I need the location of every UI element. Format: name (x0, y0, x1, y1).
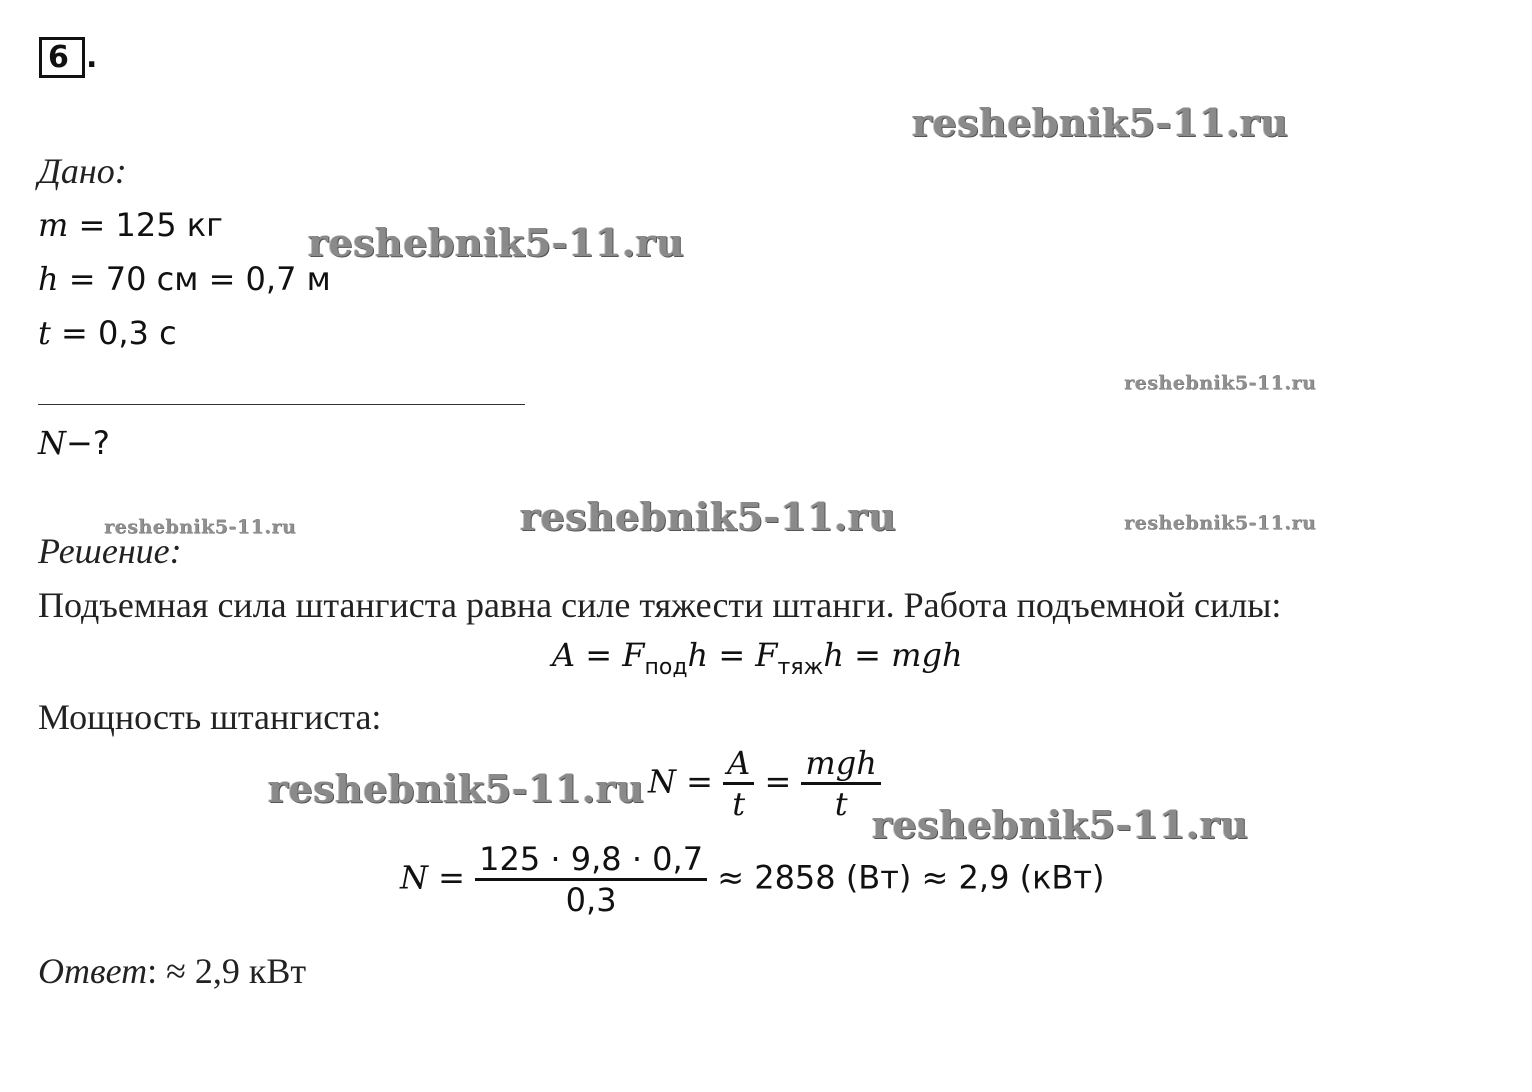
formula-eq: = (843, 636, 892, 674)
watermark: reshebnik5-11.ru (872, 802, 1249, 847)
find-var: N (38, 424, 66, 462)
find-line (38, 424, 110, 462)
answer-value: : ≈ 2,9 кВт (147, 951, 307, 991)
given-divider (38, 404, 525, 405)
given-var-h: h (38, 260, 59, 298)
calc-fraction (475, 840, 707, 919)
fraction-numerator: A (723, 744, 754, 785)
fraction-numerator: mgh (801, 744, 880, 785)
solution-heading: Решение: (38, 531, 182, 571)
find-question: −? (66, 424, 110, 462)
formula-var-A: A (552, 636, 576, 674)
given-val-h: = 70 см = 0,7 м (58, 260, 331, 298)
calc-result: ≈ 2858 (Вт) ≈ 2,9 (кВт) (707, 858, 1105, 897)
fraction-denominator: t (834, 785, 848, 823)
given-heading: Дано: (38, 151, 127, 191)
problem-number-box (39, 37, 85, 78)
formula-sub-pod: под (644, 655, 688, 680)
watermark: reshebnik5-11.ru (520, 494, 897, 539)
formula-eq: = (708, 636, 756, 674)
formula-var-F-pod: F (622, 636, 645, 674)
given-line-time (38, 314, 177, 352)
formula-calculation (400, 840, 1104, 919)
watermark: reshebnik5-11.ru (912, 100, 1289, 145)
fraction-A-over-t (723, 744, 754, 823)
calc-var-N: N (400, 858, 428, 897)
given-var-m: m (38, 206, 69, 244)
solution-text-lift-force: Подъемная сила штангиста равна силе тяжести штанги. Работа подъемной силы: (38, 585, 1282, 625)
formula-var-N: N (648, 762, 676, 801)
formula-var-h2: h (823, 636, 844, 674)
problem-number: 6 (48, 40, 69, 75)
given-val-t: = 0,3 с (50, 314, 177, 352)
formula-var-h1: h (687, 636, 709, 674)
given-line-height (38, 260, 331, 298)
watermark: reshebnik5-11.ru (1124, 512, 1317, 534)
given-line-mass (38, 206, 223, 244)
formula-eq: = (575, 636, 623, 674)
solution-text-power: Мощность штангиста: (38, 697, 382, 737)
formula-power (648, 744, 881, 823)
watermark: reshebnik5-11.ru (308, 220, 685, 265)
formula-mgh: mgh (891, 636, 963, 674)
answer-label: Ответ (38, 951, 148, 991)
watermark: reshebnik5-11.ru (104, 516, 297, 538)
formula-eq: = (754, 762, 802, 801)
fraction-denominator: t (732, 785, 746, 823)
given-var-t: t (38, 314, 51, 352)
problem-number-dot: . (86, 40, 98, 75)
formula-work (552, 636, 963, 680)
formula-eq: = (428, 858, 476, 897)
watermark: reshebnik5-11.ru (1124, 372, 1317, 394)
answer-line (38, 950, 306, 992)
formula-sub-tyazh: тяж (777, 655, 824, 680)
calc-denominator: 0,3 (565, 881, 617, 919)
formula-var-F-tyazh: F (755, 636, 778, 674)
watermark: reshebnik5-11.ru (268, 766, 645, 811)
fraction-mgh-over-t (801, 744, 880, 823)
formula-eq: = (676, 762, 724, 801)
calc-numerator: 125 · 9,8 · 0,7 (475, 840, 707, 881)
given-val-m: = 125 кг (68, 206, 223, 244)
